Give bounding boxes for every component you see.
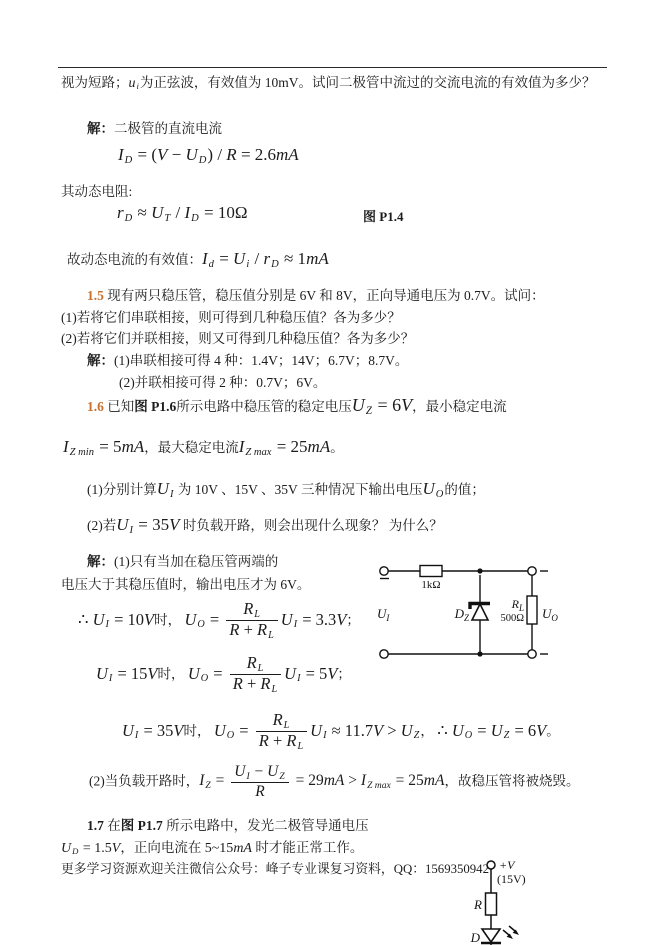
zener-label: $D_Z$ bbox=[454, 606, 469, 623]
light-arrow bbox=[503, 930, 509, 935]
problem-1-7-heading bbox=[87, 817, 369, 835]
problem-1-5-q1: (1)若将它们串联相接，则可得到几种稳压值？各为多少？ bbox=[61, 310, 401, 325]
problem-1-6-q2 bbox=[87, 514, 443, 538]
led-triangle bbox=[482, 929, 500, 942]
solution-1-4-heading bbox=[87, 120, 222, 138]
problem-1-5-text: 现有两只稳压管，稳压值分别是 6V 和 8V，正向导通电压为 0.7V。试问： bbox=[107, 288, 545, 303]
formula-idyn: Id = Ui / rD ≈ 1mA bbox=[202, 249, 329, 270]
case-ui10 bbox=[78, 600, 360, 642]
load-resistor-label: $R_L$ bbox=[511, 597, 524, 613]
problem-number-1-5: 1.5 bbox=[87, 288, 104, 303]
led-current-text-a: ，正向电流在 bbox=[120, 840, 205, 855]
resistor-1k-label: 1kΩ bbox=[421, 579, 441, 591]
formula-ui10: ∴ UI = 10V bbox=[78, 609, 155, 631]
figure-p1-4-caption: 图 P1.4 bbox=[363, 209, 404, 224]
problem-1-5-heading bbox=[87, 287, 545, 305]
terminal-top-left bbox=[380, 567, 388, 575]
case-ui15 bbox=[96, 654, 351, 696]
figure-p1-6-circuit bbox=[373, 556, 613, 666]
led-current-text-b: 时才能正常工作。 bbox=[251, 840, 364, 855]
line-izmin-izmax bbox=[63, 436, 344, 460]
light-arrow bbox=[509, 926, 515, 931]
footer-promo-line: 更多学习资源欢迎关注微信公众号：峰子专业课复习资料，QQ：1569350942 bbox=[61, 862, 489, 876]
problem-1-6-q1 bbox=[87, 478, 485, 502]
inline-math-uz6: UZ = 6V bbox=[351, 395, 413, 418]
problem-1-7-b: 所示电路中，发光二极管导通电压 bbox=[166, 818, 369, 833]
resistor-1k bbox=[420, 566, 442, 577]
formula-uo5: UO = $\frac{RL}{R + RL}$ UI = 5V bbox=[187, 653, 338, 696]
line-dynamic-current bbox=[67, 248, 329, 272]
terminal-bottom-left bbox=[380, 650, 388, 658]
solution-1-6-line2: 电压大于其稳压值时，输出电压才为 6V。 bbox=[61, 577, 311, 592]
input-voltage-label: $U_I$ bbox=[377, 606, 390, 623]
shi-text: 时， bbox=[183, 723, 211, 739]
jie-label: 解： bbox=[87, 554, 114, 569]
problem-1-6-mid: 所示电路中稳压管的稳定电压 bbox=[176, 399, 352, 414]
period: 。 bbox=[546, 723, 560, 739]
resistor-r-label: R bbox=[474, 897, 482, 912]
formula-uo117: UO = $\frac{RL}{R + RL}$ UI ≈ 11.7V > UZ bbox=[213, 710, 420, 753]
solution-1-6-text: (1)只有当加在稳压管两端的 bbox=[114, 554, 279, 569]
resistor-r bbox=[486, 893, 497, 915]
solution-1-5-a2: (2)并联相接可得 2 种：0.7V；6V。 bbox=[119, 375, 327, 390]
inline-math-ui: ui bbox=[128, 76, 139, 92]
jie-label: 解： bbox=[87, 121, 114, 136]
formula-id-dc: ID = (V − UD) / R = 2.6mA bbox=[118, 145, 299, 166]
formula-ud15: UD = 1.5V bbox=[61, 841, 121, 857]
formula-ui35b: UI = 35V bbox=[122, 720, 184, 742]
text-dynamic-resistance: 其动态电阻: bbox=[61, 184, 133, 199]
shi-text: 时， bbox=[154, 612, 182, 628]
output-voltage-label: $U_O$ bbox=[542, 606, 558, 623]
resistor-load bbox=[527, 596, 537, 624]
formula-iz29: IZ = $\frac{UI - UZ}{R}$ = 29mA > IZ max = 25mA bbox=[199, 763, 445, 801]
problem-1-6-pre: 已知 bbox=[107, 399, 135, 414]
junction-dot-top bbox=[477, 568, 482, 573]
solution-text: 二极管的直流电流 bbox=[114, 121, 222, 136]
comma: ， bbox=[420, 723, 434, 739]
period: 。 bbox=[330, 440, 344, 455]
problem-1-7-line2 bbox=[61, 839, 363, 858]
solution-1-6-line1 bbox=[87, 553, 278, 571]
answer-series: (1)串联相接可得 4 种：1.4V；14V；6.7V；8.7V。 bbox=[114, 353, 409, 368]
solution-1-5-a1 bbox=[87, 352, 408, 370]
supply-label: +V bbox=[499, 858, 515, 872]
jie-label: 解： bbox=[87, 353, 114, 368]
q2-text-a: (2)若 bbox=[87, 518, 117, 533]
formula-5-15ma: 5~15mA bbox=[204, 841, 252, 856]
problem-1-7-a: 在 bbox=[107, 818, 121, 833]
text-line-intro bbox=[61, 74, 596, 93]
dynamic-current-text: 故动态电流的有效值： bbox=[67, 252, 202, 267]
formula-izmin: IZ min = 5mA bbox=[63, 437, 145, 458]
load-resistor-value: 500Ω bbox=[500, 613, 524, 624]
problem-1-6-heading bbox=[87, 394, 507, 419]
inline-math-ui35: UI = 35V bbox=[116, 515, 180, 536]
junction-dot-bottom bbox=[477, 651, 482, 656]
supply-value: (15V) bbox=[497, 872, 526, 886]
intro-text-cont: 为正弦波，有效值为 10mV。试问二极管中流过的交流电流的有效值为多少？ bbox=[139, 75, 596, 90]
izmax-text: ，最大稳定电流 bbox=[144, 440, 239, 455]
solution-1-6-part2 bbox=[89, 763, 579, 801]
figure-p1-6-ref: 图 P1.6 bbox=[134, 399, 177, 414]
problem-number-1-7: 1.7 bbox=[87, 818, 104, 833]
problem-number-1-6: 1.6 bbox=[87, 399, 104, 414]
q1-text-b: 为 10V 、15V 、35V 三种情况下输出电压 bbox=[177, 482, 423, 497]
inline-math-uo-var: UO bbox=[422, 479, 444, 500]
terminal-top-right bbox=[528, 567, 536, 575]
open-load-text: (2)当负载开路时， bbox=[89, 773, 200, 789]
semicolon: ； bbox=[337, 666, 351, 682]
intro-text: 视为短路； bbox=[61, 75, 129, 90]
semicolon: ； bbox=[346, 612, 360, 628]
figure-p1-7-ref: 图 P1.7 bbox=[120, 818, 163, 833]
formula-uouz6: ∴ UO = UZ = 6V bbox=[437, 720, 547, 742]
terminal-supply bbox=[487, 861, 495, 869]
formula-uo33: UO = $\frac{RL}{R + RL}$ UI = 3.3V bbox=[184, 599, 347, 642]
problem-1-6-post: ，最小稳定电流 bbox=[412, 399, 507, 414]
shi-text: 时， bbox=[157, 666, 185, 682]
formula-rd: rD ≈ UT / ID = 10Ω bbox=[117, 203, 248, 224]
burn-text: ，故稳压管将被烧毁。 bbox=[444, 773, 580, 789]
q2-text-b: 时负载开路，则会出现什么现象？ 为什么？ bbox=[182, 518, 443, 533]
case-ui35 bbox=[122, 711, 560, 753]
q1-text-c: 的值； bbox=[444, 482, 485, 497]
inline-math-ui-var: UI bbox=[156, 479, 174, 500]
page-top-rule bbox=[58, 67, 607, 68]
q1-text-a: (1)分别计算 bbox=[87, 482, 157, 497]
formula-izmax: IZ max = 25mA bbox=[238, 437, 331, 458]
figure-p1-7-circuit bbox=[455, 855, 625, 945]
terminal-bottom-right bbox=[528, 650, 536, 658]
zener-diode-triangle bbox=[472, 604, 488, 620]
led-label: D bbox=[470, 930, 480, 945]
formula-ui15: UI = 15V bbox=[96, 663, 158, 685]
problem-1-5-q2: (2)若将它们并联相接，则又可得到几种稳压值？各为多少？ bbox=[61, 331, 415, 346]
